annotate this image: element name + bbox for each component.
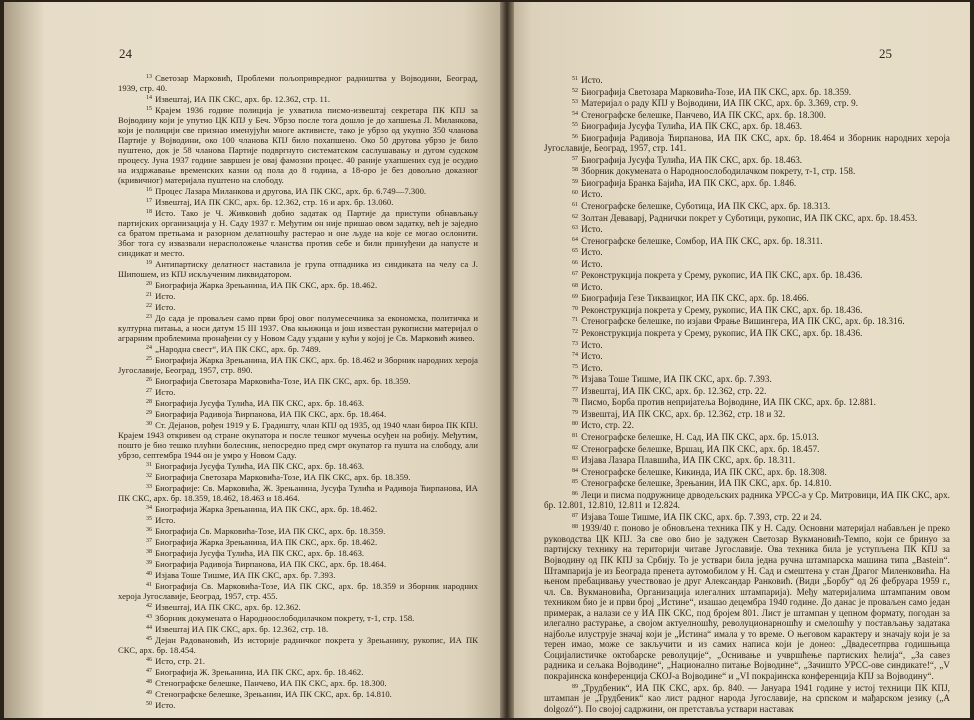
footnote [544, 350, 950, 362]
footnote [118, 623, 478, 634]
footnote [118, 185, 478, 196]
footnote-text: Антипартиску делатност наставила је група отпадника из синдиката на челу са Ј. Шипошем, из КПЈ искљученим ликвидатором. [118, 259, 478, 279]
footnote-number: 52 [572, 87, 579, 94]
footnote-number: 67 [572, 271, 579, 278]
footnote [544, 315, 950, 327]
footnote-number: 61 [572, 202, 579, 209]
footnote [544, 443, 950, 455]
footnote-text: Исто. [581, 247, 603, 258]
footnote [544, 132, 950, 154]
footnote-text: Биографија Јусуфа Тулића, ИА ПК СКС, арх. бр. 18.463. [155, 461, 365, 471]
footnote-text: 1939/40 г. поново је обновљена техника ПК у Н. Саду. Основни материјал набављен је преко руководства ЦК КПЈ. За све ово био је задужен Светозар Вукмановић-Темпо, који се бринуо за партијску технику на територији читаве Југославије. Ова техника била је уступљена ПК КПЈ за Војводину од ПК КПЈ за Србију. То је уствари била једна ручна штампарска машина типа „Bastein“. Штампарија је из Београда пренета аутомобилом у Н. Сад и смештена у стан Драгог Миленковића. На њеном пребацивању учествовао је друг Александар Ранковић. (Види „Борбу“ од 26 фебруара 1959 г., чл. Св. Вукмановића, Организација илегалних штампарија). Међу материјалима штампаним овом техником био је и први број „Истине“, изашао децембра 1940 године. До данас је проваљен само један примерак, а налази се у ИА ПК СКС, под бројем 801. Лист је штампан у цепном формату, погодан за илегално растурање, а својом актуелношћу, револуционарношћу и смелошћу у постављању задатака најбоље илуструје значај који је „Истина“ имала у то време. О његовом карактеру и значају који је за терен имао, може се закључити и из самих написа који је донео: „Двадесетпрва годишњица Социјалистичке октобарске револуције“, „Оснивање и учвршћење партиских ћелија“, „За савез радника и сељака Војводине“, „Национално питање Војводине“, „Зачишто УРСС-ове синдикате!“, „V покрајинска конференција СКОЈ-а Војводине“ и „VI покрајинска конференција КПЈ за Војводину“. [544, 523, 950, 681]
footnote-number: 78 [572, 398, 579, 405]
footnote-text: Биографија Жарка Зрењанина, ИА ПК СКС, арх. бр. 18.462. [155, 280, 378, 290]
footnote-text: Реконструкција покрета у Срему, рукопис, ИА ПК СКС, арх. бр. 18.436. [581, 328, 863, 339]
footnote [118, 634, 478, 655]
footnote [118, 290, 478, 301]
footnote [118, 677, 478, 688]
footnote-number: 46 [146, 657, 153, 663]
footnote [544, 511, 950, 523]
footnote-number: 32 [146, 473, 153, 479]
footnote [544, 327, 950, 339]
footnote [544, 454, 950, 466]
footnote-number: 26 [146, 377, 153, 383]
footnote-number: 39 [146, 560, 153, 566]
footnote-text: Стенографске белешке, Суботица, ИА ПК СКС, арх. бр. 18.313. [581, 201, 831, 212]
footnote-text: Биографија Радивоја Ћирпанова, ИА ПК СКС, арх. бр. 18.464. [155, 559, 387, 569]
footnote-text: Изјава Тоше Тишме, ИА ПК СКС, арх. бр. 7.393. [155, 570, 336, 580]
footnote-number: 30 [146, 421, 153, 427]
footnote [544, 362, 950, 374]
footnote [118, 419, 478, 460]
footnote-number: 35 [146, 516, 153, 522]
footnote-number: 34 [146, 505, 153, 511]
footnote [118, 666, 478, 677]
footnote [118, 343, 478, 354]
footnote [118, 525, 478, 536]
book-gutter [500, 2, 514, 718]
footnote [544, 304, 950, 316]
footnote-text: Стенографске белешке, по изјави Фрање Вишингера, ИА ПК СКС, арх. бр. 18.316. [581, 316, 905, 327]
footnote-text: Исто. [155, 515, 176, 525]
footnote-number: 64 [572, 236, 579, 243]
footnote-number: 31 [146, 462, 153, 468]
footnote-text: Извештај, ИА ПК СКС, арх. бр. 12.362. [155, 602, 301, 612]
footnotes-right [544, 74, 950, 714]
footnote [544, 281, 950, 293]
footnote-number: 72 [572, 329, 579, 336]
footnote-text: Извештај, ИА ПК СКС, арх. бр. 12.362, стр. 11. [155, 94, 331, 104]
footnote-number: 88 [572, 524, 579, 531]
footnote [544, 212, 950, 224]
footnote-number: 51 [572, 76, 579, 82]
footnote [118, 655, 478, 666]
footnote-number: 77 [572, 386, 579, 393]
footnote [544, 489, 950, 511]
footnote [544, 408, 950, 420]
footnote [544, 258, 950, 270]
footnote-text: Крајем 1936 године полиција је ухватила писмо-извештај секретара ПК КПЈ за Војводину који је упутио ЦК КПЈ у Беч. Убрзо после тога дошло је до хапшења Л. Миланкова, који је полицији све признао именујући многе активисте, тако је убрзо од укупно 350 чланова Партије у Војводини, око 100 чланова КПЈ било похапшено. Око 50 другова убрзо је било пуштено, док је 58 чланова Партије подвргнуто систематском саслушавању и дугом судском процесу. Јуна 1937 године завршен је овај фамозни процес. 40 раније ухапшених суд је осудио на издржавање временских казни од пола до 8 година, а 18-оро је без довољно доказног (кривичног) материјала пуштено на слободу. [118, 105, 478, 185]
footnote [544, 200, 950, 212]
footnote-text: Исто. [581, 362, 603, 373]
footnote-text: Стенографске белешке, Зрењанин, ИА ПК СКС, арх. бр. 14.810. [581, 478, 832, 489]
footnote [118, 196, 478, 207]
footnote-number: 19 [146, 260, 153, 266]
footnote-number: 22 [146, 303, 153, 309]
footnote-text: Процес Лазара Миланкова и другова, ИА ПК СКС, арх. бр. 6.749—7.300. [155, 186, 427, 196]
footnote-text: Биографија Бранка Бајића, ИА ПК СКС, арх. бр. 1.846. [581, 177, 797, 188]
footnote-text: Биографија Св. Марковића-Тозе, ИА ПК СКС, арх. бр. 18.359. [155, 526, 386, 536]
footnote-number: 62 [572, 213, 579, 220]
footnote-text: Леци и писма подружнице дрводељских радника УРСС-а у Ср. Митровици, ИА ПК СКС, арх. бр. 12.801, 12.810, 12.811 и 12.824. [544, 489, 950, 511]
footnote-number: 73 [572, 340, 579, 347]
footnote-text: Исто. [581, 281, 603, 292]
footnote [118, 386, 478, 397]
footnote [118, 482, 478, 503]
footnote [118, 279, 478, 290]
footnote [118, 460, 478, 471]
footnote-number: 79 [572, 409, 579, 416]
footnote-text: Исто. [155, 291, 176, 301]
footnote-text: Зборник докумената о Народноослободилачком покрету, т-1, стр. 158. [155, 613, 415, 623]
footnote-text: Биографија Јусуфа Тулића, ИА ПК СКС, арх. бр. 18.463. [581, 154, 803, 165]
footnote [118, 397, 478, 408]
footnote-text: Биографија Јусуфа Тулића, ИА ПК СКС, арх. бр. 18.463. [155, 548, 365, 558]
footnote [544, 431, 950, 443]
footnote [118, 93, 478, 104]
footnote [544, 466, 950, 478]
footnote-text: Извештај ИА ПК СКС, арх. бр. 12.362, стр. 18. [155, 624, 329, 634]
footnote-text: Реконструкција покрета у Срему, рукопис, ИА ПК СКС, арх. бр. 18.436. [581, 270, 863, 281]
left-page [4, 2, 504, 718]
footnote-number: 48 [146, 679, 153, 685]
footnote-text: Биографија Св. Марковића-Тозе, ИА ПК СКС, арх. бр. 18.359 и Зборник народних хероја Југославије, Београд, 1957, стр. 455. [118, 581, 478, 601]
footnote-number: 16 [146, 187, 153, 193]
footnote-number: 68 [572, 282, 579, 289]
footnote [544, 246, 950, 258]
footnote-number: 36 [146, 527, 153, 533]
footnote-number: 29 [146, 410, 153, 416]
footnote [544, 522, 950, 681]
footnote-number: 66 [572, 259, 579, 266]
footnote-number: 59 [572, 178, 579, 185]
footnote [544, 373, 950, 385]
footnote-number: 28 [146, 399, 153, 405]
footnote [544, 154, 950, 166]
footnote-number: 21 [146, 292, 153, 298]
footnote-number: 65 [572, 248, 579, 255]
footnote-number: 13 [146, 74, 153, 80]
footnote-text: Биографија Гезе Тикваицког, ИА ПК СКС, арх. бр. 18.466. [581, 293, 809, 304]
footnote-text: Изјава Лазара Плавшића, ИА ПК СКС, арх. бр. 18.311. [581, 455, 796, 466]
footnote-number: 76 [572, 375, 579, 382]
footnote [118, 408, 478, 419]
footnote [118, 471, 478, 482]
footnote-number: 54 [572, 110, 579, 117]
footnote-number: 14 [146, 95, 153, 101]
footnote-number: 60 [572, 190, 579, 197]
footnote-number: 81 [572, 432, 579, 439]
footnote-text: Изјава Тоше Тишме, ИА ПК СКС, арх. бр. 7.393. [581, 374, 772, 385]
footnote-text: Исто. [581, 75, 603, 85]
footnote-text: До сада је проваљен само први број овог полумесечника за економска, политичка и културна питања, а носи датум 15 III 1937. Ова књижица и још известан рукописни материјал о аграрним проблемима пронађени су у Новом Саду уздани у кући у којој је Св. Марковић живео. [118, 313, 478, 343]
footnote-number: 75 [572, 363, 579, 370]
footnote-text: Биографије: Св. Марковића, Ж. Зрењанина, Јусуфа Тулића и Радивоја Ћирпанова, ИА ПК СКС, арх. бр. 18.359, 18.462, 18.463 и 18.464. [118, 483, 478, 503]
footnote-number: 87 [572, 512, 579, 519]
footnote-text: Стенографске белешке, Панчево, ИА ПК СКС, арх. бр. 18.300. [581, 109, 826, 120]
footnote [118, 312, 478, 343]
footnote-number: 50 [146, 701, 153, 707]
footnote-number: 58 [572, 167, 579, 174]
footnote-text: Исто. [581, 339, 603, 350]
footnote-text: Реконструкција покрета у Срему, рукопис, ИА ПК СКС, арх. бр. 18.436. [581, 304, 863, 315]
footnote [118, 503, 478, 514]
footnote-number: 57 [572, 155, 579, 162]
footnote-number: 56 [572, 133, 579, 140]
footnote-text: Исто. [155, 302, 176, 312]
footnote-text: Исто. [581, 189, 603, 200]
footnote [544, 188, 950, 200]
footnote-number: 23 [146, 314, 153, 320]
footnote [118, 301, 478, 312]
footnote-number: 45 [146, 636, 153, 642]
footnote-number: 37 [146, 538, 153, 544]
footnote [544, 86, 950, 98]
footnote [544, 292, 950, 304]
footnote-number: 25 [146, 356, 153, 362]
footnote-text: Извештај, ИА ПК СКС, арх. бр. 12.362, стр. 16 и арх. бр. 13.060. [155, 197, 394, 207]
footnote-text: Биографија Ж. Зрењанина, ИА ПК СКС, арх. бр. 18.462. [155, 667, 364, 677]
footnote-text: Дејан Радовановић, Из историје радничког покрета у Зрењанину, рукопис, ИА ПК СКС, арх. бр. 18.454. [118, 635, 478, 655]
footnote-text: „Трудбеник“, ИА ПК СКС, арх. бр. 840. — Јануара 1941 године у истој техници ПК КПЈ, штампан је „Трудбеник“ као лист радног народа Југославије, на српском и мађарском језику („A dolgozó“). По својој садржини, он претставља уствари наставак [544, 682, 950, 714]
footnote-text: Стенографске белешке, Сомбор, ИА ПК СКС, арх. бр. 18.311. [581, 235, 823, 246]
footnote [544, 120, 950, 132]
footnote-number: 80 [572, 421, 579, 428]
footnote [544, 223, 950, 235]
footnote-text: Ст. Дејанов, рођен 1919 у Б. Градишту, члан КПЈ од 1935, од 1940 члан бироа ПК КПЈ. Крајем 1943 откривен од стране окупатора и после тешког мучења осуђен на робију. Међутим, пошто је био тешко плућни болесник, непосредно пред смрт окупатор га пушта на слободу, али убрзо, септембра 1944 он је умро у Новом Саду. [118, 420, 478, 460]
footnote-number: 15 [146, 106, 153, 112]
footnote-text: Зборник докумената о Народноослободилачком покрету, т-1, стр. 158. [581, 166, 856, 177]
footnote-text: Стенографске белешке, Н. Сад, ИА ПК СКС, арх. бр. 15.013. [581, 431, 819, 442]
footnote [118, 580, 478, 601]
footnote-number: 44 [146, 625, 153, 631]
page-number-left: 24 [119, 46, 132, 61]
footnote-number: 33 [146, 484, 153, 490]
footnote [118, 72, 478, 93]
footnote-text: Извештај, ИА ПК СКС, арх. бр. 12.362, стр. 18 и 32. [581, 408, 786, 419]
footnote-number: 41 [146, 582, 153, 588]
footnote-number: 69 [572, 294, 579, 301]
footnote-number: 17 [146, 198, 153, 204]
footnote [544, 396, 950, 408]
footnote-number: 86 [572, 490, 579, 497]
footnote-number: 38 [146, 549, 153, 555]
page-edge-shadow [4, 2, 44, 718]
footnote-number: 24 [146, 345, 153, 351]
footnote-text: Исто. [581, 258, 603, 269]
footnote [544, 385, 950, 397]
footnote-text: Стенографске белешке, Вршац, ИА ПК СКС, арх. бр. 18.457. [581, 443, 820, 454]
footnote-number: 89 [572, 683, 579, 690]
footnote [544, 109, 950, 121]
footnote-text: Биографија Радивоја Ћирпанова, ИА ПК СКС, арх. бр. 18.464. [155, 409, 387, 419]
footnote [544, 477, 950, 489]
footnote [544, 165, 950, 177]
footnote-number: 63 [572, 225, 579, 232]
footnote [544, 419, 950, 431]
footnote-text: Биографија Светозара Марковића-Тозе, ИА ПК СКС, арх. бр. 18.359. [155, 376, 411, 386]
footnote-number: 42 [146, 603, 153, 609]
footnote-text: Исто. [581, 351, 603, 362]
footnote [544, 177, 950, 189]
footnote [544, 74, 950, 86]
footnote [544, 235, 950, 247]
footnote-text: „Народна свест“, ИА ПК СКС, арх. бр. 7489. [155, 344, 321, 354]
right-page [504, 2, 970, 718]
footnote-text: Извештај, ИА ПК СКС, арх. бр. 12.362, стр. 22. [581, 385, 767, 396]
footnote-number: 74 [572, 352, 579, 359]
footnote-text: Светозар Марковић, Проблеми пољопривредног радништва у Војводини, Београд, 1939, стр. 40. [118, 73, 478, 93]
footnote-text: Биографија Радивоја Ћирпанова, ИА ПК СКС, арх. бр. 18.464 и Зборник народних хероја Југославије, Београд, 1957, стр. 141. [544, 132, 950, 154]
footnote-number: 47 [146, 668, 153, 674]
footnote-number: 85 [572, 479, 579, 486]
footnote-text: Писмо, Борба против непријатеља Војводине, ИА ПК СКС, арх. бр. 12.881. [581, 397, 876, 408]
footnote [544, 97, 950, 109]
footnote-number: 53 [572, 99, 579, 106]
footnote [118, 569, 478, 580]
footnote-number: 18 [146, 209, 153, 215]
footnote-number: 55 [572, 122, 579, 129]
footnote [118, 612, 478, 623]
page-number-right: 25 [879, 46, 892, 61]
footnote-number: 82 [572, 444, 579, 451]
footnote [118, 514, 478, 525]
footnote-text: Золтан Деваварј, Раднички покрет у Суботици, рукопис, ИА ПК СКС, арх. бр. 18.453. [581, 212, 918, 223]
book-spread [4, 2, 970, 718]
footnote-number: 49 [146, 690, 153, 696]
footnote [118, 688, 478, 699]
footnote-text: Исто, стр. 21. [155, 656, 206, 666]
footnote-text: Биографија Жарка Зрењанина, ИА ПК СКС, арх. бр. 18.462. [155, 504, 378, 514]
footnote-number: 84 [572, 467, 579, 474]
footnote [118, 207, 478, 258]
footnote-text: Биографија Жарка Зрењанина, ИА ПК СКС, арх. бр. 18.462 и Зборник народних хероја Југославије, Београд, 1957, стр. 890. [118, 355, 478, 375]
footnote [118, 258, 478, 279]
footnote-text: Биографија Јусуфа Тулића, ИА ПК СКС, арх. бр. 18.463. [581, 121, 803, 132]
footnote [118, 536, 478, 547]
footnote-number: 40 [146, 571, 153, 577]
footnotes-left [118, 72, 478, 710]
footnote-text: Исто. Тако је Ч. Живковић добио задатак од Партије да приступи обнављању партијских организација у Н. Саду 1937 г. Међутим он није пришао овом задатку, већ је заједно са братом претњама и разорном делатношћу растерао и оне људе на које се могао ослонити. Због тога су извазвали нерасположење чланства против себе и били принуђени да напусте и синдикат и место. [118, 208, 478, 258]
footnote-number: 43 [146, 614, 153, 620]
footnote [544, 269, 950, 281]
footnote-text: Исто. [581, 224, 603, 235]
footnote-number: 20 [146, 281, 153, 287]
footnote-number: 70 [572, 305, 579, 312]
footnote-text: Биографија Светозара Марковића-Тозе, ИА ПК СКС, арх. бр. 18.359. [155, 472, 411, 482]
footnote-text: Исто. [155, 387, 176, 397]
footnote-text: Биографија Јусуфа Тулића, ИА ПК СКС, арх. бр. 18.463. [155, 398, 365, 408]
footnote [118, 375, 478, 386]
footnote [118, 354, 478, 375]
footnote [118, 104, 478, 185]
footnote-number: 71 [572, 317, 579, 324]
footnote [544, 339, 950, 351]
footnote-number: 83 [572, 456, 579, 463]
footnote-text: Материјал о раду КПЈ у Војводини, ИА ПК СКС, арх. бр. 3.369, стр. 9. [581, 98, 859, 109]
footnote [544, 682, 950, 715]
footnote-text: Биографија Жарка Зрењанина, ИА ПК СКС, арх. бр. 18.462. [155, 537, 378, 547]
footnote [118, 547, 478, 558]
footnote [118, 601, 478, 612]
footnote-text: Стенографске белешке, Панчево, ИА ПК СКС, арх. бр. 18.300. [155, 678, 387, 688]
footnote-text: Стенографске белешке, Зрењанин, ИА ПК СКС, арх. бр. 14.810. [155, 689, 392, 699]
footnote-text: Стенографске белешке, Кикинда, ИА ПК СКС, арх. бр. 18.308. [581, 466, 827, 477]
footnote-text: Биографија Светозара Марковића-Тозе, ИА ПК СКС, арх. бр. 18.359. [581, 86, 852, 97]
footnote [118, 699, 478, 710]
footnote-text: Изјава Тоше Тишме, ИА ПК СКС, арх. бр. 7.393, стр. 22 и 24. [581, 511, 822, 522]
footnote-number: 27 [146, 388, 153, 394]
footnote-text: Исто, стр. 22. [581, 420, 634, 431]
footnote [118, 558, 478, 569]
footnote-text: Исто. [155, 700, 176, 710]
